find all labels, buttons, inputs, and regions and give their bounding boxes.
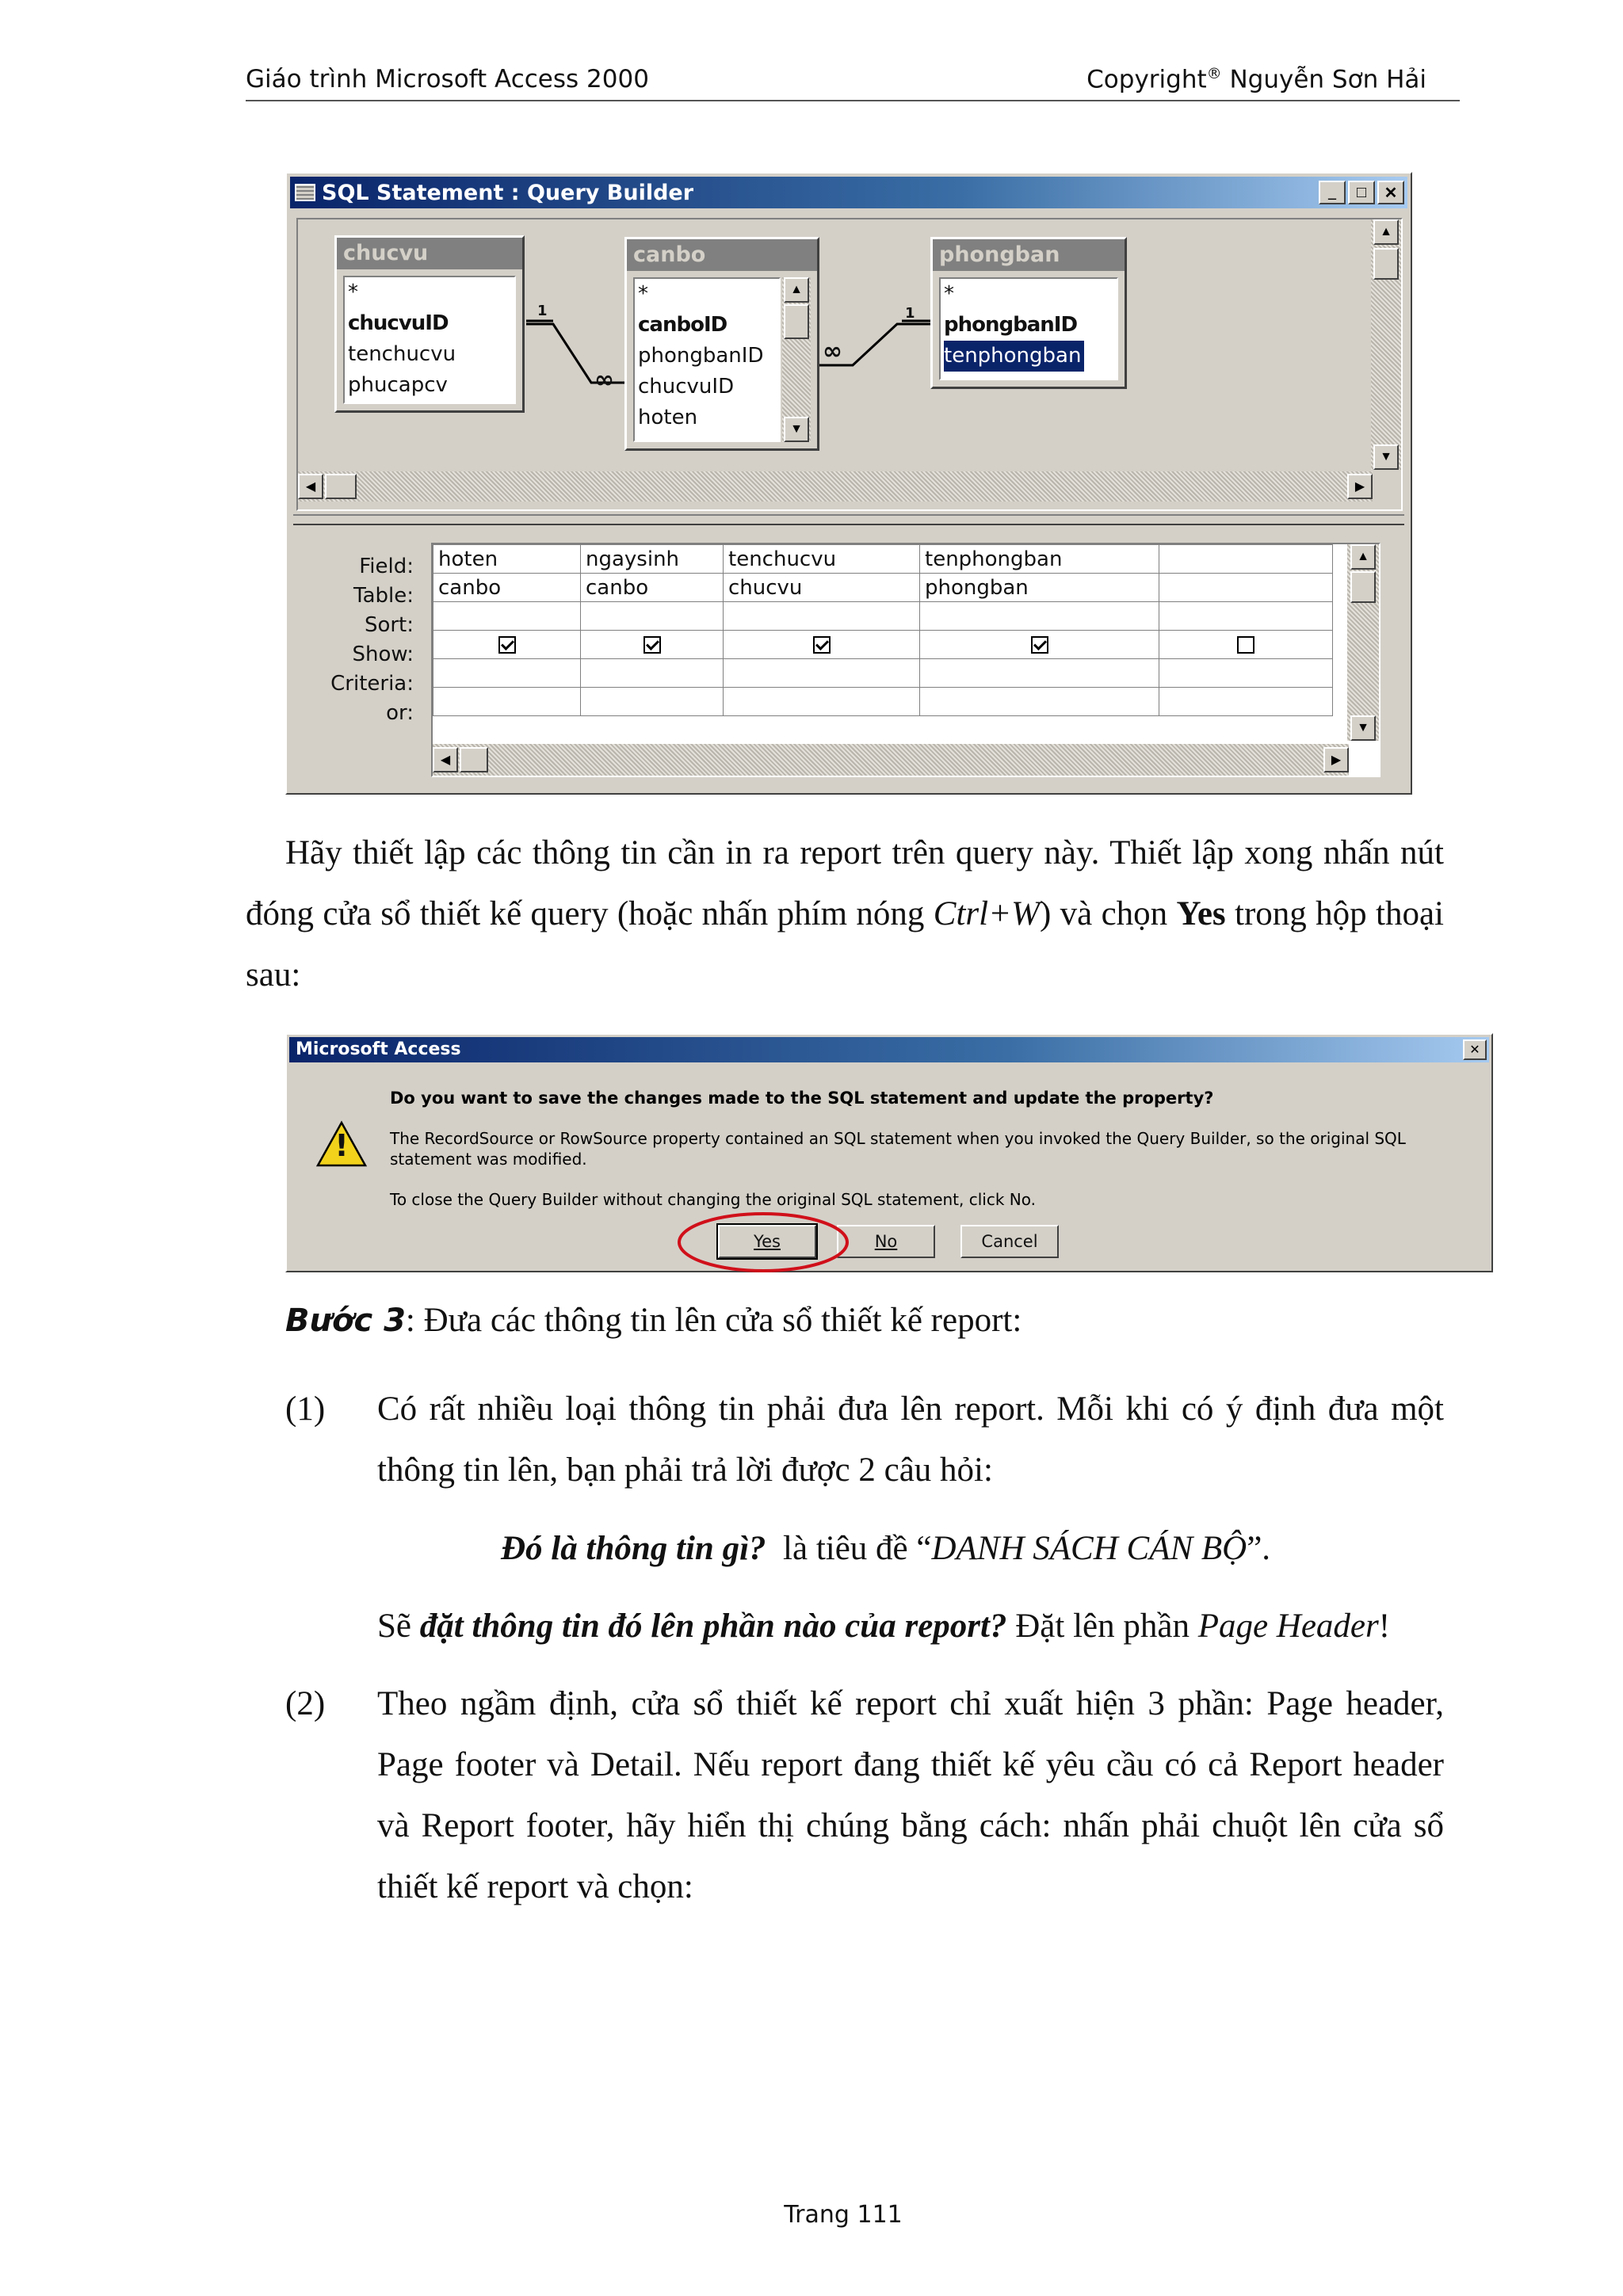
grid-cell[interactable]: phongban	[920, 574, 1159, 602]
grid-row-criteria	[433, 659, 1333, 688]
grid-vscroll[interactable]	[1347, 544, 1379, 741]
field-item-selected[interactable]: tenphongban	[944, 341, 1084, 372]
item2-number: (2)	[285, 1685, 326, 1722]
grid-cell[interactable]	[433, 602, 581, 631]
item1-text: Có rất nhiều loại thông tin phải đưa lên report. Mỗi khi có ý định đưa một thông tin lên, bạn phải trả lời được 2 câu hỏi:	[377, 1390, 1444, 1489]
step3-text: : Đưa các thông tin lên cửa sổ thiết kế report:	[405, 1302, 1022, 1339]
show-checkbox[interactable]	[813, 636, 831, 654]
grid-cell[interactable]	[1159, 602, 1333, 631]
yes-label: Yes	[754, 1232, 781, 1251]
dialog-title: Microsoft Access	[296, 1039, 461, 1059]
grid-cell[interactable]	[1159, 574, 1333, 602]
grid-row-table	[433, 574, 1333, 602]
scroll-thumb-h[interactable]	[460, 747, 488, 772]
table-chucvu-title: chucvu	[337, 238, 522, 269]
grid-cell[interactable]	[581, 602, 724, 631]
grid-cell[interactable]	[581, 688, 724, 716]
grid-cell[interactable]	[724, 602, 920, 631]
scroll-thumb[interactable]	[1350, 571, 1376, 603]
grid-cell[interactable]: canbo	[433, 574, 581, 602]
show-checkbox[interactable]	[643, 636, 661, 654]
dialog-titlebar	[289, 1037, 1489, 1062]
scroll-down-button[interactable]: ▼	[784, 417, 809, 442]
warning-icon-mark: !	[334, 1128, 349, 1163]
grid-cell[interactable]: tenphongban	[920, 545, 1159, 574]
join-one-label: 1	[537, 303, 548, 319]
field-item-key[interactable]: canboID	[638, 313, 727, 337]
field-item-key[interactable]: chucvuID	[348, 311, 449, 335]
row-label-sort: Sort:	[364, 613, 414, 637]
scroll-left-button[interactable]: ◀	[433, 747, 458, 772]
grid-cell[interactable]	[724, 659, 920, 688]
grid-cell[interactable]	[1159, 659, 1333, 688]
item1-question1: Đó là thông tin gì? là tiêu đề “DANH SÁCH CÁN BỘ”.	[501, 1530, 1271, 1567]
header-title: Giáo trình Microsoft Access 2000	[246, 65, 649, 93]
join-lines	[287, 174, 1411, 514]
scroll-left-button[interactable]: ◀	[298, 474, 323, 499]
field-item[interactable]: *	[638, 282, 648, 306]
grid-cell[interactable]	[433, 659, 581, 688]
scroll-down-button[interactable]: ▼	[1350, 715, 1376, 741]
row-label-criteria: Criteria:	[330, 672, 414, 696]
field-item[interactable]: chucvuID	[638, 375, 735, 399]
join-many-label: ∞	[823, 338, 842, 365]
table-canbo-title: canbo	[627, 239, 817, 271]
close-button[interactable]: ✕	[1377, 181, 1404, 204]
row-label-show: Show:	[352, 643, 414, 666]
step3-label: Bước 3	[285, 1302, 406, 1339]
grid-row-labels	[295, 552, 414, 728]
grid-cell[interactable]	[433, 688, 581, 716]
design-grid	[431, 543, 1381, 777]
grid-cell[interactable]	[920, 659, 1159, 688]
cancel-label: Cancel	[981, 1232, 1038, 1251]
item2-text: Theo ngầm định, cửa sổ thiết kế report chỉ xuất hiện 3 phần: Page header, Page footer và Detail. Nếu report đang thiết kế yêu cầu có cả Report header và Report footer, hãy hiển thị chúng bằng cách: nhấn phải chuột lên cửa sổ thiết kế report và chọn:	[377, 1685, 1444, 1905]
grid-cell[interactable]: tenchucvu	[724, 545, 920, 574]
grid-hscroll[interactable]	[433, 744, 1349, 776]
grid-cell[interactable]: ngaysinh	[581, 545, 724, 574]
page-number: Trang 111	[784, 2201, 903, 2229]
field-item[interactable]: phucapcv	[348, 373, 448, 397]
show-checkbox[interactable]	[1237, 636, 1254, 654]
dialog-close-button[interactable]: ✕	[1463, 1039, 1487, 1060]
scroll-up-button[interactable]: ▲	[1373, 219, 1399, 245]
grid-row-sort	[433, 602, 1333, 631]
grid-cell[interactable]: chucvu	[724, 574, 920, 602]
item1-number: (1)	[285, 1390, 326, 1428]
row-label-table: Table:	[353, 584, 414, 608]
field-item-key[interactable]: phongbanID	[944, 313, 1078, 337]
join-many-label: ∞	[594, 366, 614, 394]
grid-cell[interactable]	[920, 688, 1159, 716]
maximize-button[interactable]: □	[1348, 181, 1375, 204]
minimize-button[interactable]: _	[1319, 181, 1346, 204]
table-phongban-title: phongban	[933, 239, 1125, 271]
scroll-down-button[interactable]: ▼	[1373, 444, 1399, 470]
field-item[interactable]: *	[944, 282, 954, 306]
grid-cell[interactable]	[1159, 688, 1333, 716]
show-checkbox[interactable]	[498, 636, 516, 654]
pane-splitter[interactable]	[293, 514, 1404, 525]
scroll-right-button[interactable]: ▶	[1347, 474, 1373, 499]
row-label-field: Field:	[359, 555, 414, 578]
row-label-or: or:	[386, 701, 414, 725]
save-dialog	[285, 1033, 1493, 1272]
paragraph-instructions: Hãy thiết lập các thông tin cần in ra report trên query này. Thiết lập xong nhấn nút đóng cửa sổ thiết kế query (hoặc nhấn phím nóng Ctrl+W) và chọn Yes trong hộp thoại sau:	[246, 834, 1444, 994]
scroll-right-button[interactable]: ▶	[1323, 747, 1349, 772]
window-title: SQL Statement : Query Builder	[322, 180, 694, 205]
field-item[interactable]: *	[348, 280, 358, 304]
cancel-button[interactable]	[960, 1225, 1059, 1258]
grid-cell[interactable]	[581, 659, 724, 688]
dialog-close-text: To close the Query Builder without changing the original SQL statement, click No.	[390, 1190, 1036, 1209]
dialog-question: Do you want to save the changes made to the SQL statement and update the property?	[390, 1089, 1214, 1108]
grid-row-or	[433, 688, 1333, 716]
item1-question2: Sẽ đặt thông tin đó lên phần nào của report? Đặt lên phần Page Header!	[377, 1608, 1391, 1645]
grid-cell[interactable]: canbo	[581, 574, 724, 602]
grid-cell[interactable]: hoten	[433, 545, 581, 574]
query-builder-window	[285, 172, 1412, 795]
grid-cell[interactable]	[1159, 545, 1333, 574]
scroll-up-button[interactable]: ▲	[1350, 544, 1376, 570]
dialog-info: The RecordSource or RowSource property contained an SQL statement when you invoked the Query Builder, so the original SQL statement was modified.	[390, 1129, 1406, 1169]
header-copyright: Copyright® Nguyễn Sơn Hải	[1086, 65, 1426, 94]
no-label: No	[874, 1232, 898, 1251]
join-one-label: 1	[905, 305, 915, 322]
field-item[interactable]: hoten	[638, 406, 698, 429]
grid-cell[interactable]	[724, 688, 920, 716]
scroll-up-button[interactable]: ▲	[784, 277, 809, 303]
grid-cell[interactable]	[920, 602, 1159, 631]
field-item[interactable]: phongbanID	[638, 344, 764, 368]
show-checkbox[interactable]	[1031, 636, 1048, 654]
step3-heading	[285, 1301, 1022, 1340]
highlight-circle	[672, 1211, 854, 1274]
field-item[interactable]: tenchucvu	[348, 342, 456, 366]
grid-row-show	[433, 631, 1333, 659]
grid-row-field	[433, 545, 1333, 574]
header-divider	[246, 100, 1460, 101]
